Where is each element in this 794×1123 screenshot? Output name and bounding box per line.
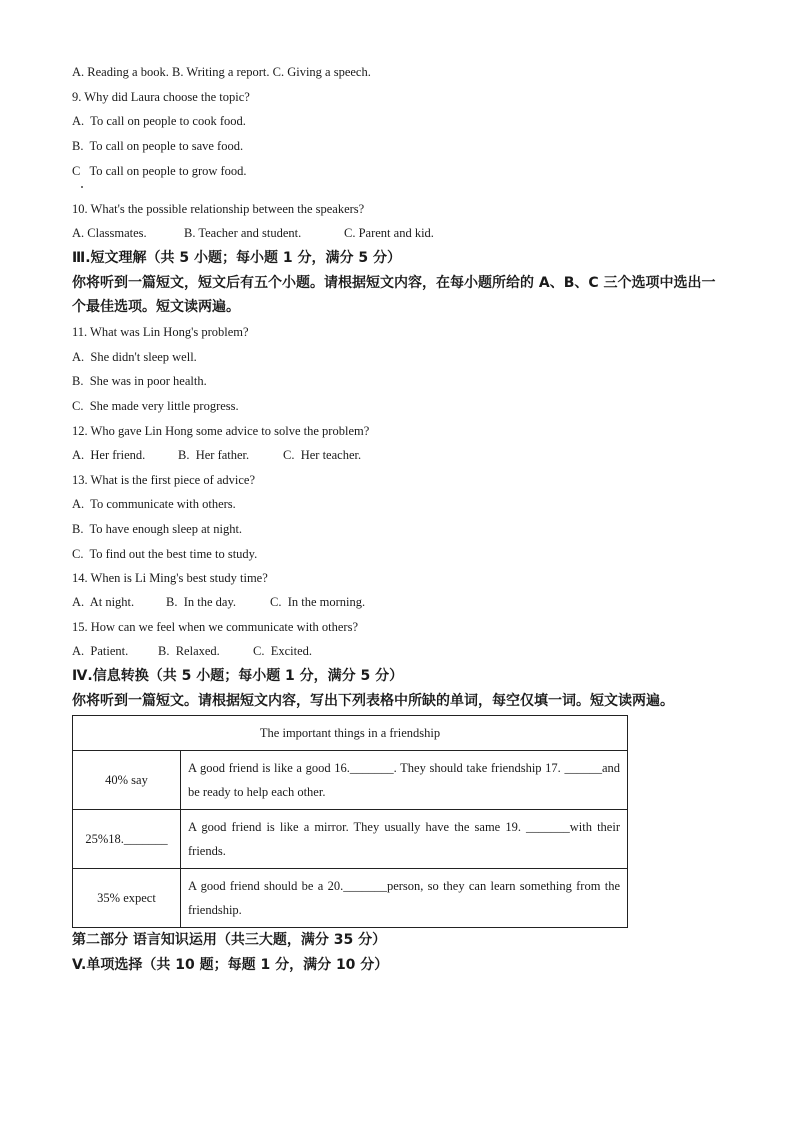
q10-option-b: B. Teacher and student. xyxy=(184,226,302,241)
q14-option-a: A. At night. xyxy=(72,595,135,610)
q12-option-c: C. Her teacher. xyxy=(283,447,362,462)
q14-options xyxy=(72,590,724,615)
q15-question: 15. How can we feel when we communicate with others? xyxy=(72,620,359,635)
q15-option-a: A. Patient. xyxy=(72,644,129,659)
exam-page xyxy=(72,60,724,978)
q8-options: A. Reading a book. B. Writing a report. C. Giving a speech. xyxy=(72,65,371,80)
friendship-table xyxy=(72,715,628,928)
table-row-text: A good friend is like a mirror. They usually have the same 19. _______with their friends. xyxy=(181,810,628,869)
table-title: The important things in a friendship xyxy=(73,716,628,751)
q13-option-c: C. To find out the best time to study. xyxy=(72,546,258,561)
q12-question: 12. Who gave Lin Hong some advice to solve the problem? xyxy=(72,423,370,438)
section3-heading: Ⅲ.短文理解（共 5 小题；每小题 1 分，满分 5 分） xyxy=(72,250,402,267)
q9-question: 9. Why did Laura choose the topic? xyxy=(72,89,250,104)
q15-options xyxy=(72,640,724,665)
table-row xyxy=(73,869,628,928)
table-row-label: 40% say xyxy=(73,751,181,810)
q11-question: 11. What was Lin Hong's problem? xyxy=(72,325,249,340)
table-row xyxy=(73,751,628,810)
section5-heading: V.单项选择（共 10 题；每题 1 分，满分 10 分） xyxy=(72,957,389,974)
table-row-text: A good friend should be a 20._______person, so they can learn something from the friendship. xyxy=(181,869,628,928)
q10-options xyxy=(72,222,724,247)
q11-option-c: C. She made very little progress. xyxy=(72,399,239,414)
q13-question: 13. What is the first piece of advice? xyxy=(72,472,256,487)
q12-option-a: A. Her friend. xyxy=(72,447,146,462)
section4-heading: Ⅳ.信息转换（共 5 小题；每小题 1 分，满分 5 分） xyxy=(72,668,404,685)
stray-dot-mark xyxy=(81,186,83,188)
q14-option-b: B. In the day. xyxy=(166,595,237,610)
q12-options xyxy=(72,443,724,468)
section3-instruction: 你将听到一篇短文，短文后有五个小题。请根据短文内容，在每小题所给的 A、B、C 三个选项中选出一个最佳选项。短文读两遍。 xyxy=(72,274,716,316)
table-row-label: 25%18._______ xyxy=(73,810,181,869)
q13-option-a: A. To communicate with others. xyxy=(72,497,236,512)
q14-option-c: C. In the morning. xyxy=(270,595,366,610)
table-row-label: 35% expect xyxy=(73,869,181,928)
q14-question: 14. When is Li Ming's best study time? xyxy=(72,571,268,586)
q11-option-a: A. She didn't sleep well. xyxy=(72,349,197,364)
q9-option-b: B. To call on people to save food. xyxy=(72,139,244,154)
q11-option-b: B. She was in poor health. xyxy=(72,374,207,389)
table-row-text: A good friend is like a good 16._______. They should take friendship 17. ______and be ready to help each other. xyxy=(181,751,628,810)
section4-instruction: 你将听到一篇短文。请根据短文内容，写出下列表格中所缺的单词，每空仅填一词。短文读两遍。 xyxy=(72,692,674,709)
q9-option-a: A. To call on people to cook food. xyxy=(72,114,246,129)
q15-option-c: C. Excited. xyxy=(253,644,313,659)
q10-option-c: C. Parent and kid. xyxy=(344,226,434,241)
q9-option-c: C To call on people to grow food. xyxy=(72,163,247,178)
q10-question: 10. What's the possible relationship between the speakers? xyxy=(72,202,365,217)
q13-option-b: B. To have enough sleep at night. xyxy=(72,521,243,536)
table-header-row xyxy=(73,716,628,751)
q12-option-b: B. Her father. xyxy=(178,447,250,462)
part2-heading: 第二部分 语言知识运用（共三大题，满分 35 分） xyxy=(72,932,387,949)
table-row xyxy=(73,810,628,869)
q15-option-b: B. Relaxed. xyxy=(158,644,220,659)
q10-option-a: A. Classmates. xyxy=(72,226,147,241)
